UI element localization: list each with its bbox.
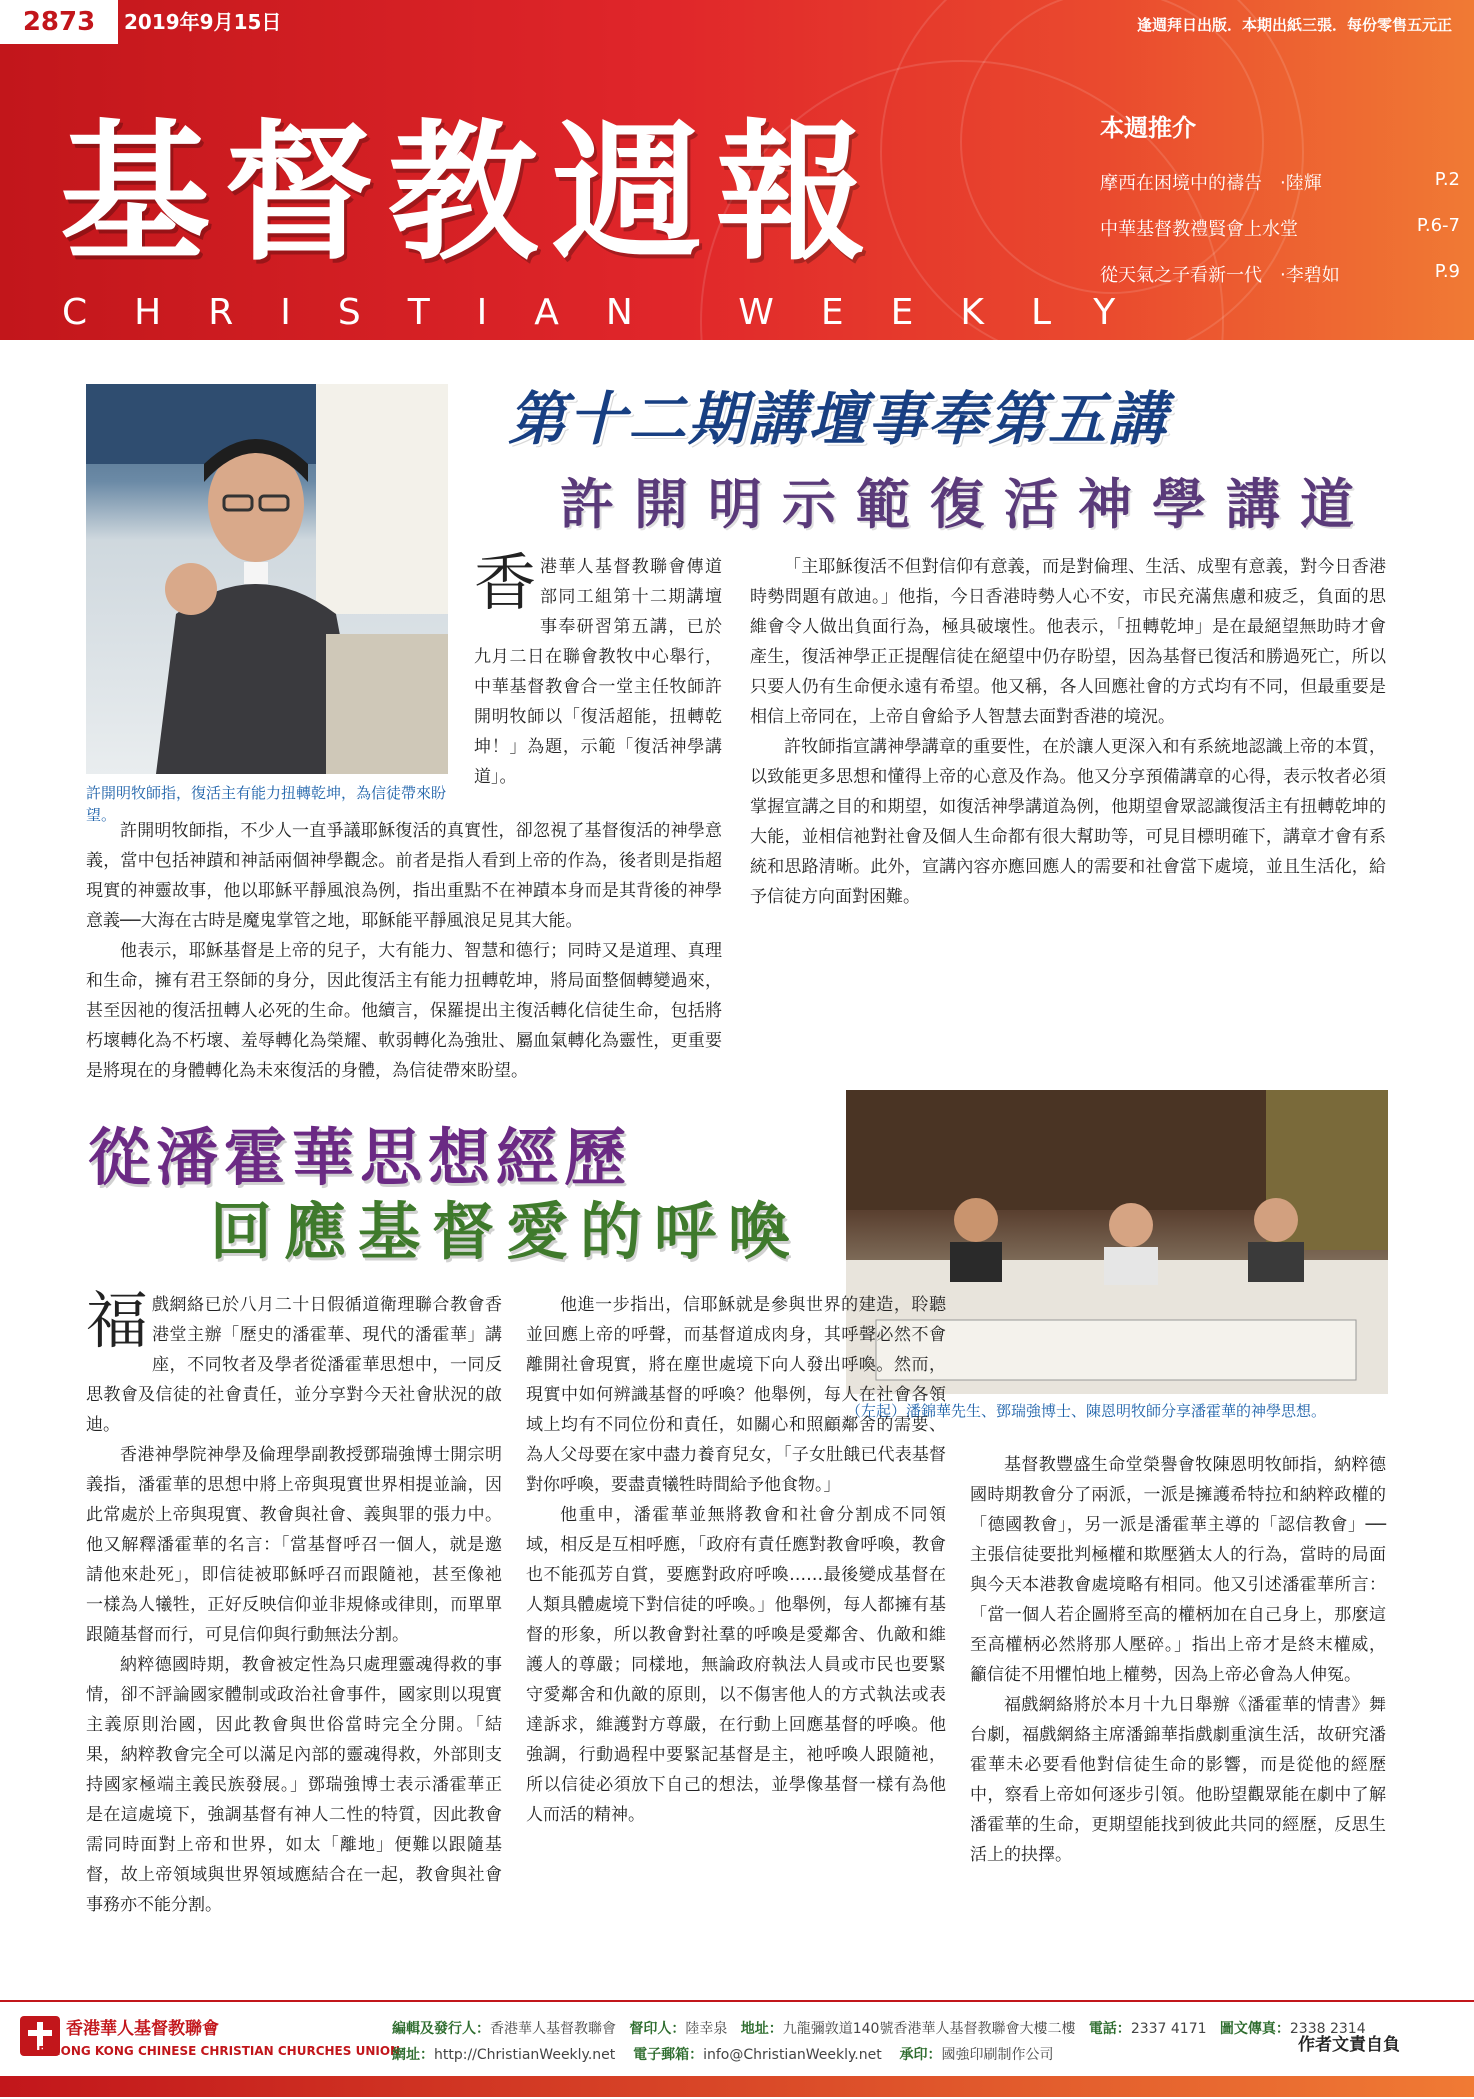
footer-label: 編輯及發行人： [392, 2021, 490, 2037]
paragraph: 他重申，潘霍華並無將教會和社會分割成不同領域，相反是互相呼應，「政府有責任應對教會呼喚，教會也不能孤芳自賞，要應對政府呼喚……最後變成基督在人類具體處境下對信徒的呼喚。」他舉例，每人都擁有基督的形象，所以教會對社羣的呼喚是愛鄰舍、仇敵和維護人的尊嚴；同樣地，無論政府執法人員或市民也要緊守愛鄰舍和仇敵的原則，以不傷害他人的方式執法或表達訴求，維護對方尊嚴，在行動上回應基督的呼喚。他強調，行動過程中要緊記基督是主，祂呼喚人跟隨祂，所以信徒必須放下自己的想法，並學像基督一樣有為他人而活的精神。 [526, 1505, 946, 1825]
footer-line-1 [392, 2018, 1366, 2038]
paragraph: 他表示，耶穌基督是上帝的兒子，大有能力、智慧和德行；同時又是道理、真理和生命，擁有君王祭師的身分，因此復活主有能力扭轉乾坤，將局面整個轉變過來，甚至因祂的復活扭轉人必死的生命。他續言，保羅提出主復活轉化信徒生命，包括將朽壞轉化為不朽壞、羞辱轉化為榮耀、軟弱轉化為強壯、屬血氣轉化為靈性，更重要是將現在的身體轉化為未來復活的身體，為信徒帶來盼望。 [86, 941, 722, 1081]
article-subheadline: 許開明示範復活神學講道 [560, 472, 1374, 536]
highlight-page: P.2 [1434, 169, 1460, 190]
paragraph: 港華人基督教聯會傳道部同工組第十二期講壇事奉研習第五講，已於九月二日在聯會教牧中心舉行，中華基督教會合一堂主任牧師許開明牧師以「復活超能，扭轉乾坤！」為題，示範「復活神學講道」。 [474, 557, 722, 787]
email-link[interactable]: info@ChristianWeekly.net [703, 2047, 882, 2063]
weekly-highlights [1100, 108, 1460, 307]
highlight-title: 中華基督教禮賢會上水堂 [1100, 219, 1298, 240]
footer-value: 2337 4171 [1130, 2021, 1207, 2037]
footer-label: 電話： [1088, 2021, 1131, 2037]
paragraph: 戲網絡已於八月二十日假循道衛理聯合教會香港堂主辦「歷史的潘霍華、現代的潘霍華」講座，不同牧者及學者從潘霍華思想中，一同反思教會及信徒的社會責任，並分享對今天社會狀況的啟迪。 [86, 1295, 502, 1435]
footer-value: 香港華人基督教聯會 [490, 2021, 616, 2037]
publication-info: 逢週拜日出版．本期出紙三張．每份零售五元正 [1136, 16, 1452, 34]
footer-label: 網址： [392, 2047, 434, 2063]
issue-number: 2873 [0, 0, 118, 44]
disclaimer: 作者文責自負 [1298, 2035, 1400, 2055]
article2-col-b [526, 1290, 946, 1830]
drop-cap: 福 [86, 1284, 149, 1357]
newspaper-title: 基督教週報 [60, 105, 881, 281]
issue-date: 2019年9月15日 [124, 10, 282, 34]
paragraph: 香港神學院神學及倫理學副教授鄧瑞強博士開宗明義指，潘霍華的思想中將上帝與現實世界相提並論，因此常處於上帝與現實、教會與社會、義與罪的張力中。他又解釋潘霍華的名言：「當基督呼召一個人，就是邀請他來赴死」，即信徒被耶穌呼召而跟隨祂，甚至像祂一樣為人犧牲，正好反映信仰並非規條或律則，而單單跟隨基督而行，可見信仰與行動無法分割。 [86, 1445, 502, 1645]
speaker-illustration [86, 384, 448, 774]
highlight-item[interactable] [1100, 261, 1460, 287]
photo-caption: （左起）潘錦華先生、鄧瑞強博士、陳恩明牧師分享潘霍華的神學思想。 [846, 1402, 1327, 1420]
paragraph: 他進一步指出，信耶穌就是參與世界的建造，聆聽並回應上帝的呼聲，而基督道成肉身，其呼聲必然不會離開社會現實，將在塵世處境下向人發出呼喚。然而，現實中如何辨識基督的呼喚？他舉例，每人在社會各領域上均有不同位份和責任，如關心和照顧鄰舍的需要、為人父母要在家中盡力養育兒女，「子女肚餓已代表基督對你呼喚，要盡責犧牲時間給予他食物。」 [526, 1295, 946, 1495]
paragraph: 許牧師指宣講神學講章的重要性，在於讓人更深入和有系統地認識上帝的本質，以致能更多思想和懂得上帝的心意及作為。他又分享預備講章的心得，表示牧者必須掌握宣講之目的和期望，如復活神學講道為例，他期望會眾認識復活主有扭轉乾坤的大能，並相信祂對社會及個人生命都有很大幫助等，可見目標明確下，講章才會有系統和思路清晰。此外，宣講內容亦應回應人的需要和社會當下處境，並且生活化，給予信徒方向面對困難。 [750, 737, 1386, 907]
footer-band [0, 2076, 1474, 2097]
highlights-heading: 本週推介 [1100, 114, 1196, 142]
highlight-title: 從天氣之子看新一代 ‧李碧如 [1100, 265, 1340, 286]
speaker-photo [86, 384, 448, 774]
footer-line-2 [392, 2044, 1054, 2064]
paragraph: 福戲網絡將於本月十九日舉辦《潘霍華的情書》舞台劇，福戲網絡主席潘錦華指戲劇重演生活，故研究潘霍華未必要看他對信徒生命的影響，而是從他的經歷中，察看上帝如何逐步引領。他盼望觀眾能在劇中了解潘霍華的生命，更期望能找到彼此共同的經歷，反思生活上的抉擇。 [970, 1695, 1386, 1865]
article1-col-c [750, 552, 1386, 912]
article1-col-a [474, 546, 722, 792]
footer-value: 九龍彌敦道140號香港華人基督教聯會大樓二樓 [782, 2021, 1076, 2037]
article-headline: 從潘霍華思想經歷 [88, 1121, 633, 1194]
footer-label: 圖文傳真： [1219, 2021, 1290, 2037]
org-name-en: THE HONG KONG CHINESE CHRISTIAN CHURCHES UNION [20, 2044, 401, 2058]
article-headline: 第十二期講壇事奉第五講 [508, 385, 1169, 453]
highlight-item[interactable] [1100, 169, 1460, 195]
footer-value: 國強印刷制作公司 [941, 2047, 1054, 2063]
paragraph: 「主耶穌復活不但對信仰有意義，而是對倫理、生活、成聖有意義，對今日香港時勢問題有啟迪。」他指，今日香港時勢人心不安，市民充滿焦慮和疲乏，負面的思維會令人做出負面行為，極具破壞性。他表示，「扭轉乾坤」是在最絕望無助時才會產生，復活神學正正提醒信徒在絕望中仍存盼望，因為基督已復活和勝過死亡，所以只要人仍有生命便永遠有希望。他又稱，各人回應社會的方式均有不同，但最重要是相信上帝同在，上帝自會給予人智慧去面對香港的境況。 [750, 557, 1386, 727]
footer-label: 督印人： [629, 2021, 686, 2037]
article1-col-b [86, 816, 722, 1086]
article2-col-c [970, 1450, 1386, 1870]
footer-value: 陸幸泉 [685, 2021, 728, 2037]
paragraph: 基督教豐盛生命堂榮譽會牧陳恩明牧師指，納粹德國時期教會分了兩派，一派是擁護希特拉和納粹政權的「德國教會」，另一派是潘霍華主導的「認信教會」──主張信徒要批判極權和欺壓猶太人的行為，當時的局面與今天本港教會處境略有相同。他又引述潘霍華所言：「當一個人若企圖將至高的權柄加在自己身上，那麼這至高權柄必然將那人壓碎。」指出上帝才是終末權威，籲信徒不用懼怕地上權勢，因為上帝必會為人伸冤。 [970, 1455, 1386, 1685]
highlight-page: P.6-7 [1416, 215, 1460, 236]
article-subheadline: 回應基督愛的呼喚 [210, 1195, 803, 1268]
website-link[interactable]: http://ChristianWeekly.net [434, 2047, 616, 2063]
footer-label: 電子郵箱： [633, 2047, 704, 2063]
footer-label: 地址： [740, 2021, 783, 2037]
footer-label: 承印： [899, 2047, 942, 2063]
paragraph: 許開明牧師指，不少人一直爭議耶穌復活的真實性，卻忽視了基督復活的神學意義，當中包括神蹟和神話兩個神學觀念。前者是指人看到上帝的作為，後者則是指超現實的神靈故事，他以耶穌平靜風浪為例，指出重點不在神蹟本身而是其背後的神學意義──大海在古時是魔鬼掌管之地，耶穌能平靜風浪足見其大能。 [86, 821, 722, 931]
newspaper-title-en: CHRISTIAN WEEKLY [62, 292, 1163, 333]
article2-col-a [86, 1284, 502, 1920]
highlight-title: 摩西在困境中的禱告 ‧陸輝 [1100, 173, 1322, 194]
highlight-item[interactable] [1100, 215, 1460, 241]
footer-value: 2338 2314 [1289, 2021, 1366, 2037]
highlight-page: P.9 [1434, 261, 1460, 282]
paragraph: 納粹德國時期，教會被定性為只處理靈魂得救的事情，卻不評論國家體制或政治社會事件，國家則以現實主義原則治國，因此教會與世俗當時完全分開。「結果，納粹教會完全可以滿足內部的靈魂得救，外部則支持國家極端主義民族發展。」鄧瑞強博士表示潘霍華正是在這處境下，強調基督有神人二性的特質，因此教會需同時面對上帝和世界，如太「離地」便難以跟隨基督，故上帝領域與世界領域應結合在一起，教會與社會事務亦不能分割。 [86, 1655, 502, 1915]
photo-caption: 許開明牧師指，復活主有能力扭轉乾坤，為信徒帶來盼望。 [86, 784, 447, 824]
drop-cap: 香 [474, 546, 537, 619]
org-name: 香港華人基督教聯會 [66, 2019, 219, 2039]
